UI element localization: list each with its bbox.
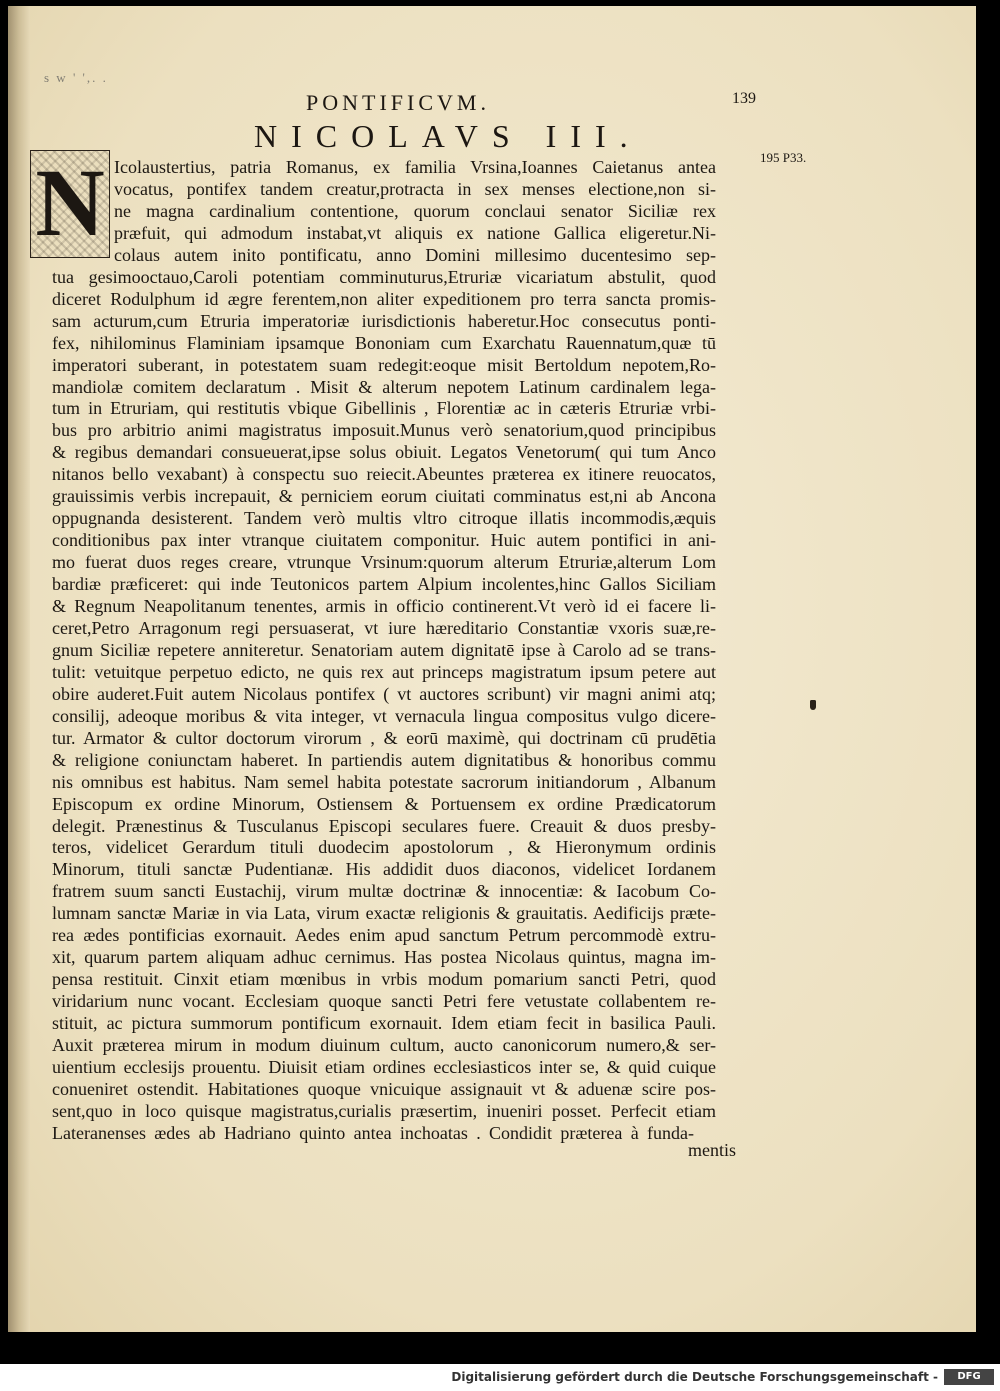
text-line: ceret,Petro Arragonum regi persuaserat, vt iure hæreditario Constantiæ vxoris suæ,re-: [52, 617, 716, 638]
text-line: fratrem suum sancti Eustachij, virum multæ doctrinæ & innocentiæ: & Iacobum Co-: [52, 881, 716, 902]
text-line: sent,quo in loco quisque magistratus,curialis præsertim, inueniri posset. Perfecit etiam: [52, 1100, 716, 1121]
body-text: [8, 6, 976, 1332]
text-line: Lateranenses ædes ab Hadriano quinto antea inchoatas . Condidit præterea à funda-: [52, 1122, 694, 1143]
catchword: mentis: [688, 1140, 736, 1160]
text-line: obire auderet.Fuit autem Nicolaus pontifex ( vt auctores scribunt) vir magni animi atq;: [52, 683, 716, 704]
text-line: stituit, ac pictura summorum pontificum exornauit. Idem etiam fecit in basilica Pauli.: [52, 1013, 716, 1034]
text-line: delegit. Prænestinus & Tusculanus Episcopi seculares fuere. Creauit & duos presby-: [52, 815, 716, 836]
text-line: Minorum, tituli sanctæ Pudentianæ. His addidit duos diaconos, videlicet Iordanem: [52, 859, 716, 880]
text-line: mo fuerat duos reges creare, vtrunque Vrsinum:quorum alterum Etruriæ,alterum Lom: [52, 552, 716, 573]
text-line: nis omnibus est habitus. Nam semel habita potestate sacrorum initiandorum , Albanum: [52, 771, 716, 792]
text-line: Icolaustertius, patria Romanus, ex familia Vrsina,Ioannes Caietanus antea: [114, 157, 716, 177]
text-line: consilij, adeoque moribus & vita integer, vt vernacula lingua compositus vulgo dicere-: [52, 705, 716, 726]
stray-ink-mark: s w ' ',. .: [44, 70, 108, 85]
text-line: mandiolæ comitem declaratum . Misit & alterum nepotem Latinum cardinalem lega-: [52, 376, 716, 397]
dfg-logo: DFG: [944, 1369, 994, 1385]
text-line: vocatus, pontifex tandem creatur,protracta in sex menses electione,non si-: [114, 178, 716, 199]
chapter-title: NICOLAVS III.: [254, 118, 642, 154]
text-line: tulit: vetuitque perpetuo edicto, ne quis rex aut princeps magistratum ipsum petere aut: [52, 661, 716, 682]
text-line: bus pro arbitrio animi magistratus imposuit.Munus verò senatorium,quod principibus: [52, 420, 716, 441]
text-line: colaus autem inito pontificatu, anno Domini millesimo ducentesimo sep-: [114, 244, 716, 265]
text-line: lumnam sanctæ Mariæ in via Lata, virum exactæ religionis & grauitatis. Aedificijs præte-: [52, 903, 716, 924]
text-line: conditionibus pax inter vtranque ciuitatem componitur. Huic autem pontifici in ani-: [52, 530, 716, 551]
ink-blot: [810, 700, 816, 710]
text-line: tur. Armator & cultor doctorum virorum , & eorū maximè, qui doctrinam cū prudētia: [52, 727, 716, 748]
text-line: xit, quarum partem aliquam adhuc cernimus. Has postea Nicolaus quintus, magna im-: [52, 947, 716, 968]
text-line: uientium ecclesijs prouentu. Diuisit etiam ordines ecclesiasticos inter se, & quid cuique: [52, 1056, 716, 1077]
text-line: nitanos bello vexabant) à conspectu suo reiecit.Abeuntes præterea ex itinere reuocatos,: [52, 464, 716, 485]
drop-cap-letter: N: [35, 149, 105, 256]
text-line: viridarium nunc vocant. Ecclesiam quoque sancti Petri fere vetustate collabentem re-: [52, 991, 716, 1012]
text-line: diceret Rodulphum id ægre ferentem,non aliter expeditionem pro terra sancta promis-: [52, 288, 716, 309]
text-line: & religione coniunctam haberet. In partiendis autem dignitatibus & honoribus commu: [52, 749, 716, 770]
text-line: præfuit, qui admodum instabat,vt aliquis ex natione Gallica eligeretur.Ni-: [114, 222, 716, 243]
text-line: fex, nihilominus Flaminiam ipsamque Bononiam cum Exarchatu Rauennatum,quæ tū: [52, 332, 716, 353]
text-line: rea ædes pontificias exornauit. Aedes enim apud sanctum Petrum percommodè extru-: [52, 925, 716, 946]
text-line: tum in Etruriam, qui restitutis vbique Gibellinis , Florentiæ ac in cæteris Etruriæ vrbi-: [52, 398, 716, 419]
text-line: oppugnanda desisterent. Tandem verò multis vltro citroque illatis incommodis,æquis: [52, 508, 716, 529]
text-line: teros, videlicet Gerardum tituli duodecim apostolorum , & Hieronymum ordinis: [52, 837, 716, 858]
text-line: imperatori suberant, in potestatem suam redegit:eoque misit Bertoldum nepotem,Ro-: [52, 354, 716, 375]
footer-credit: Digitalisierung gefördert durch die Deutsche Forschungsgemeinschaft -: [451, 1370, 938, 1384]
text-line: tua gesimooctauo,Caroli potentiam comminuturus,Etruriæ vicariatum abstulit, quod: [52, 266, 716, 287]
text-line: gnum Siciliæ repetere anniteretur. Senatoriam autem dignitatē ipse à Carolo ad se trans-: [52, 639, 716, 660]
text-line: grauissimis verbis increpauit, & perniciem eorum ciuitati comminatus est,ni ab Ancona: [52, 486, 716, 507]
book-page: [8, 6, 976, 1332]
margin-note: 195 P33.: [760, 150, 807, 165]
folio-number: 139: [732, 90, 756, 107]
text-line: pensa restituit. Cinxit etiam mœnibus in vrbis modum pomarium sancti Petri, quod: [52, 969, 716, 990]
running-head-title: PONTIFICVM.: [306, 90, 490, 115]
text-line: Episcopum ex ordine Minorum, Ostiensem & Portuensem ex ordine Prædicatorum: [52, 793, 716, 814]
text-line: conueniret ostendit. Habitationes quoque vnicuique assignauit vt & aduenæ scire pos-: [52, 1078, 716, 1099]
text-line: Auxit præterea mirum in modum diuinum cultum, aucto canonicorum numero,& ser-: [52, 1035, 716, 1055]
text-line: ne magna cardinalium contentione, quorum conclaui senator Siciliæ rex: [114, 200, 716, 221]
digitization-footer: [0, 1364, 1000, 1391]
text-line: sam acturum,cum Etruria imperatoriæ iurisdictionis haberetur.Hoc consecutus ponti-: [52, 310, 716, 331]
text-line: & Regnum Neapolitanum tenentes, armis in officio continerent.Vt verò id ei facere li-: [52, 596, 716, 616]
text-line: & regibus demandari consueuerat,ipse solus obiuit. Legatos Venetorum( qui tum Anco: [52, 442, 716, 463]
text-line: bardiæ præficeret: qui inde Teutonicos partem Alpium incolentes,hinc Gallos Siciliam: [52, 574, 716, 595]
